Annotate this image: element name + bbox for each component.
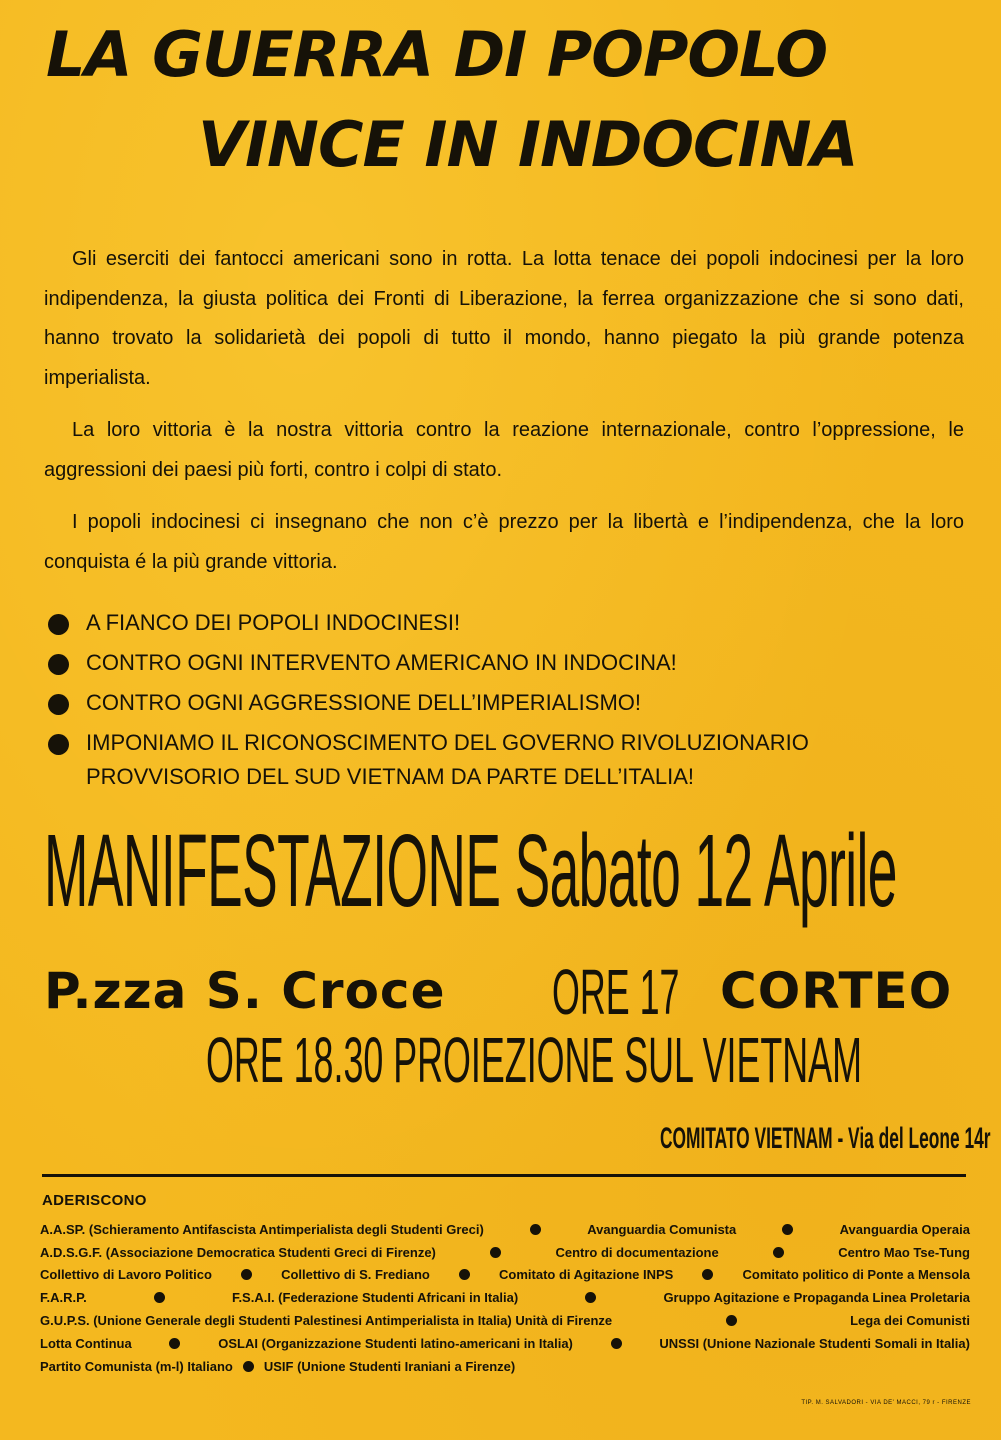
bullet-dot-icon [48, 614, 69, 635]
adherent-org: Avanguardia Comunista [587, 1221, 737, 1237]
paragraph-1: Gli eserciti dei fantocci americani sono in rotta. La lotta tenace dei popoli indocinesi per la loro indipendenza, la giusta politica dei Fronti di Liberazione, la ferrea organizzazione che si sono dati, hanno trovato la solidarietà dei popoli di tutto il mondo, hanno piegato la più grande potenza imperialista. [44, 248, 964, 389]
adherent-org: A.A.SP. (Schieramento Antifascista Antimperialista degli Studenti Greci) [40, 1221, 484, 1237]
bullet-dot-icon [48, 694, 69, 715]
slogan-list [46, 606, 966, 800]
separator-dot-icon [530, 1224, 541, 1235]
adherent-org: Avanguardia Operaia [839, 1221, 970, 1237]
separator-dot-icon [154, 1292, 165, 1303]
adherents-row [40, 1264, 970, 1287]
headline-line-1: LA GUERRA DI POPOLO [46, 18, 828, 91]
adherent-org: Comitato di Agitazione INPS [499, 1267, 674, 1283]
separator-dot-icon [169, 1338, 180, 1349]
adherents-heading: ADERISCONO [42, 1192, 147, 1209]
adherent-org: Gruppo Agitazione e Propaganda Linea Proletaria [663, 1290, 970, 1306]
headline-line-2: VINCE IN INDOCINA [198, 108, 858, 181]
slogan-item [46, 686, 966, 720]
adherents-row [40, 1286, 970, 1309]
separator-dot-icon [726, 1315, 737, 1326]
adherent-org: USIF (Unione Studenti Iraniani a Firenze) [263, 1358, 516, 1374]
event-projection: ORE 18.30 PROIEZIONE SUL VIETNAM [206, 1024, 862, 1096]
adherent-org: F.A.R.P. [40, 1290, 87, 1306]
slogan-item [46, 606, 966, 640]
adherent-org: Centro di documentazione [555, 1244, 719, 1260]
slogan-text: CONTRO OGNI AGGRESSIONE DELL’IMPERIALISMO! [86, 690, 642, 715]
paragraph-2: La loro vittoria è la nostra vittoria contro la reazione internazionale, contro l’oppressione, le aggressioni dei paesi più forti, contro i colpi di stato. [44, 419, 964, 481]
slogan-text: IMPONIAMO IL RICONOSCIMENTO DEL GOVERNO RIVOLUZIONARIO PROVVISORIO DEL SUD VIETNAM DA PARTE DELL’ITALIA! [86, 730, 809, 789]
organizer-line: COMITATO VIETNAM - Via del Leone 14r [660, 1121, 991, 1155]
event-place: P.zza S. Croce [44, 962, 446, 1020]
adherent-org: OSLAI (Organizzazione Studenti latino-americani in Italia) [218, 1335, 573, 1351]
adherent-org: A.D.S.G.F. (Associazione Democratica Studenti Greci di Firenze) [40, 1244, 436, 1260]
adherent-org: UNSSI (Unione Nazionale Studenti Somali in Italia) [659, 1335, 970, 1351]
adherent-org: G.U.P.S. (Unione Generale degli Studenti Palestinesi Antimperialista in Italia) Unità di Firenze [40, 1313, 613, 1329]
slogan-item [46, 726, 966, 794]
adherents-row [40, 1309, 970, 1332]
adherent-org: Collettivo di Lavoro Politico [40, 1267, 212, 1283]
separator-dot-icon [585, 1292, 596, 1303]
paragraph-3: I popoli indocinesi ci insegnano che non c’è prezzo per la libertà e l’indipendenza, che la loro conquista é la più grande vittoria. [44, 511, 964, 573]
adherent-org: Lotta Continua [40, 1335, 132, 1351]
separator-dot-icon [459, 1269, 470, 1280]
adherent-org: Partito Comunista (m-l) Italiano [40, 1358, 233, 1374]
adherents-row [40, 1332, 970, 1355]
slogan-item [46, 646, 966, 680]
slogan-text: CONTRO OGNI INTERVENTO AMERICANO IN INDOCINA! [86, 650, 677, 675]
adherent-org: Comitato politico di Ponte a Mensola [742, 1267, 970, 1283]
adherent-org: Centro Mao Tse-Tung [838, 1244, 970, 1260]
divider-rule [42, 1174, 966, 1177]
event-corteo: CORTEO [720, 962, 953, 1020]
printer-credit: TIP. M. SALVADORI - VIA DE' MACCI, 79 r - FIRENZE [801, 1400, 971, 1406]
bullet-dot-icon [48, 654, 69, 675]
separator-dot-icon [243, 1361, 254, 1372]
separator-dot-icon [782, 1224, 793, 1235]
adherents-list [40, 1218, 970, 1378]
separator-dot-icon [611, 1338, 622, 1349]
event-main-line: MANIFESTAZIONE Sabato 12 Aprile [44, 814, 897, 929]
adherents-row [40, 1241, 970, 1264]
separator-dot-icon [490, 1247, 501, 1258]
adherent-org: Lega dei Comunisti [850, 1313, 970, 1329]
separator-dot-icon [241, 1269, 252, 1280]
separator-dot-icon [702, 1269, 713, 1280]
slogan-text: A FIANCO DEI POPOLI INDOCINESI! [86, 610, 461, 635]
adherents-row [40, 1355, 970, 1378]
adherents-row [40, 1218, 970, 1241]
event-time: ORE 17 [552, 956, 680, 1028]
separator-dot-icon [773, 1247, 784, 1258]
bullet-dot-icon [48, 734, 69, 755]
adherent-org: F.S.A.I. (Federazione Studenti Africani in Italia) [231, 1290, 519, 1306]
adherent-org: Collettivo di S. Frediano [281, 1267, 430, 1283]
